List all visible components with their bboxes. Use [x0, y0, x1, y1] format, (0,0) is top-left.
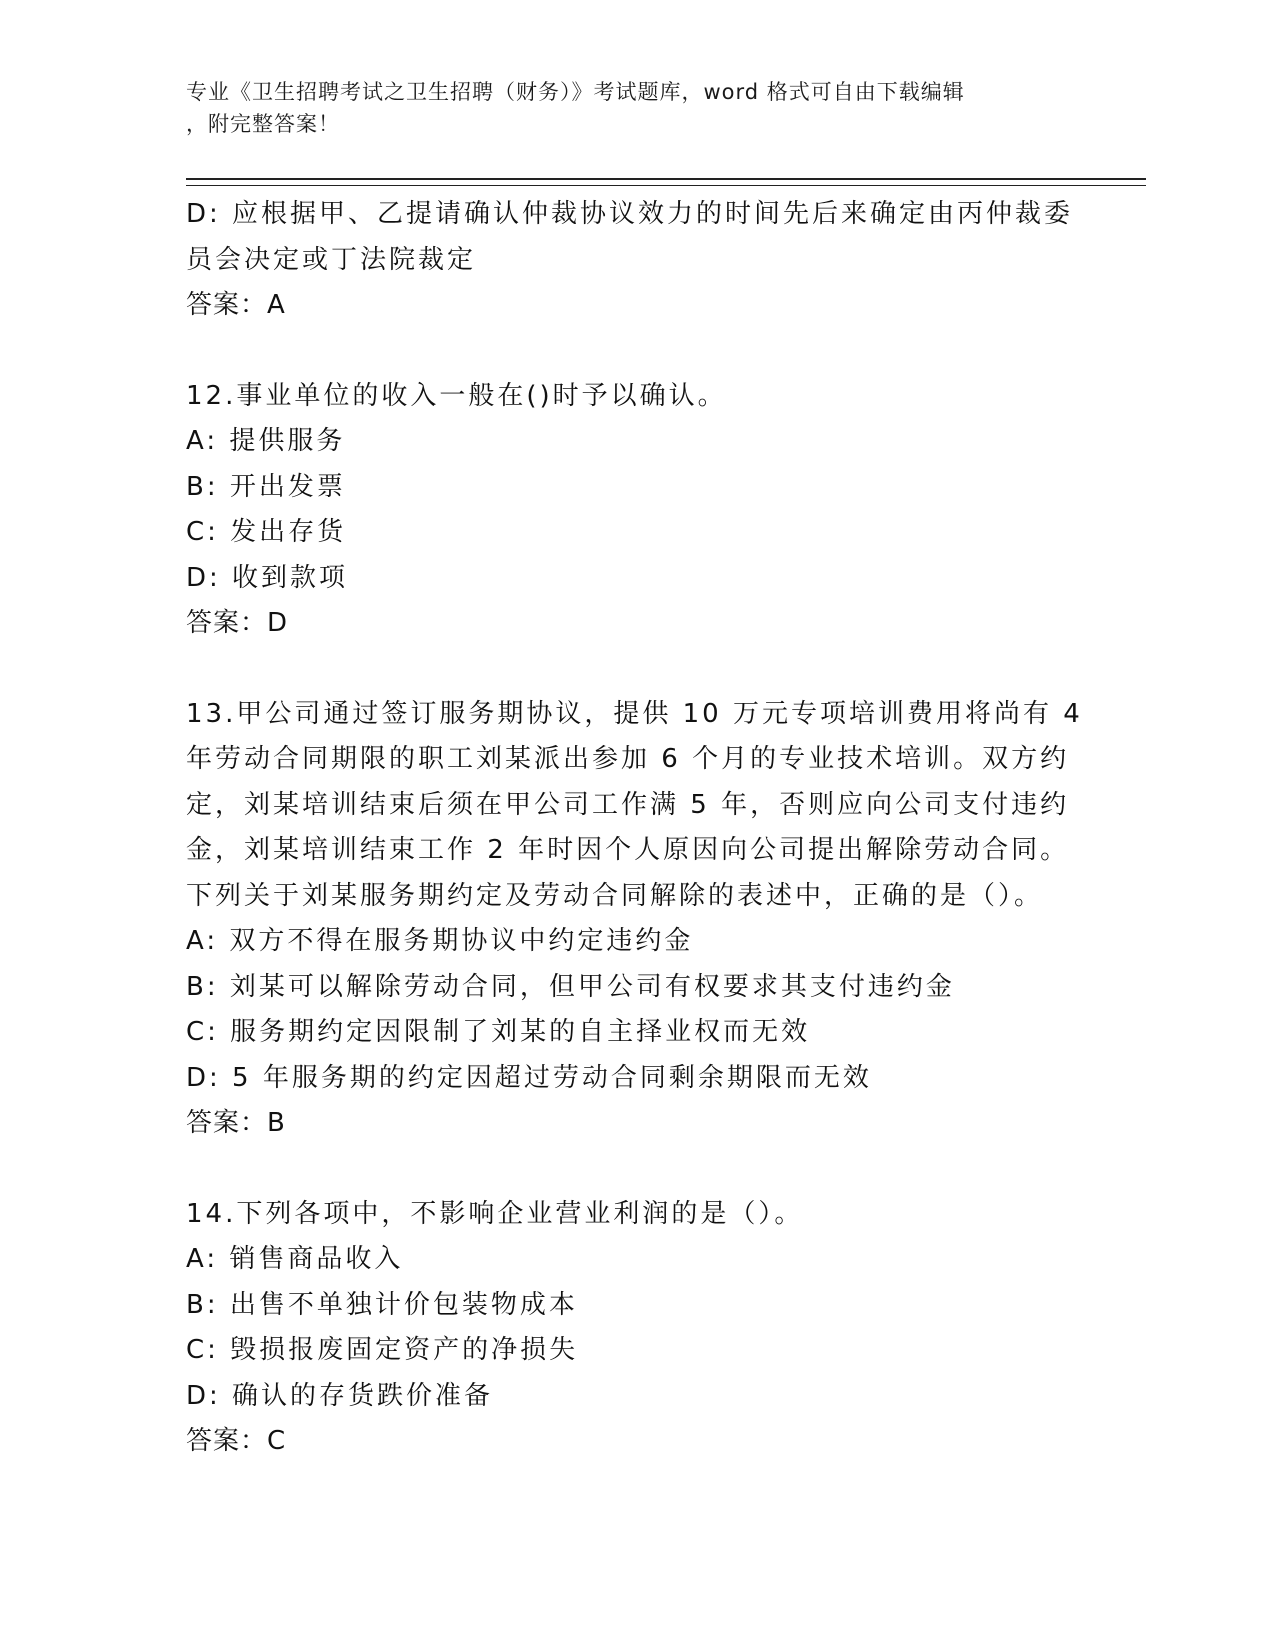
question-stem-line: 年劳动合同期限的职工刘某派出参加 6 个月的专业技术培训。双方约 [186, 744, 1070, 774]
option-d: D: 应根据甲、乙提请确认仲裁协议效力的时间先后来确定由丙仲裁委 [186, 199, 1074, 229]
header-line-1: 专业《卫生招聘考试之卫生招聘（财务）》考试题库，word 格式可自由下载编辑 [186, 80, 965, 104]
header-line-2: ，附完整答案！ [186, 112, 340, 136]
question-11-carryover [186, 192, 1086, 329]
option-b: B: 出售不单独计价包装物成本 [186, 1289, 578, 1320]
answer: 答案：B [186, 1108, 286, 1138]
option-d-continued: 员会决定或丁法院裁定 [186, 244, 477, 275]
answer: 答案：C [186, 1426, 287, 1456]
option-c: C: 发出存货 [186, 517, 347, 547]
option-b: B: 刘某可以解除劳动合同，但甲公司有权要求其支付违约金 [186, 971, 955, 1002]
document-header [186, 76, 1066, 140]
option-d: D: 5 年服务期的约定因超过劳动合同剩余期限而无效 [186, 1062, 872, 1093]
answer: 答案：D [186, 608, 289, 638]
question-12 [186, 374, 1086, 647]
question-stem: 12.事业单位的收入一般在()时予以确认。 [186, 380, 727, 411]
question-stem-line: 13.甲公司通过签订服务期协议，提供 10 万元专项培训费用将尚有 4 [186, 698, 1083, 729]
question-stem: 14.下列各项中，不影响企业营业利润的是（）。 [186, 1198, 804, 1229]
question-13 [186, 692, 1086, 1147]
option-c: C: 服务期约定因限制了刘某的自主择业权而无效 [186, 1017, 811, 1047]
option-b: B: 开出发票 [186, 471, 346, 502]
question-stem-line: 下列关于刘某服务期约定及劳动合同解除的表述中，正确的是（）。 [186, 880, 1044, 911]
option-a: A: 提供服务 [186, 426, 346, 456]
header-divider [186, 178, 1146, 186]
question-14 [186, 1192, 1086, 1465]
option-a: A: 销售商品收入 [186, 1244, 404, 1274]
option-c: C: 毁损报废固定资产的净损失 [186, 1335, 579, 1365]
question-stem-line: 金，刘某培训结束工作 2 年时因个人原因向公司提出解除劳动合同。 [186, 835, 1070, 865]
option-a: A: 双方不得在服务期协议中约定违约金 [186, 926, 694, 956]
option-d: D: 收到款项 [186, 562, 349, 593]
question-stem-line: 定，刘某培训结束后须在甲公司工作满 5 年，否则应向公司支付违约 [186, 789, 1070, 820]
option-d: D: 确认的存货跌价准备 [186, 1380, 494, 1411]
document-body [186, 192, 1086, 1465]
answer: 答案：A [186, 290, 286, 320]
